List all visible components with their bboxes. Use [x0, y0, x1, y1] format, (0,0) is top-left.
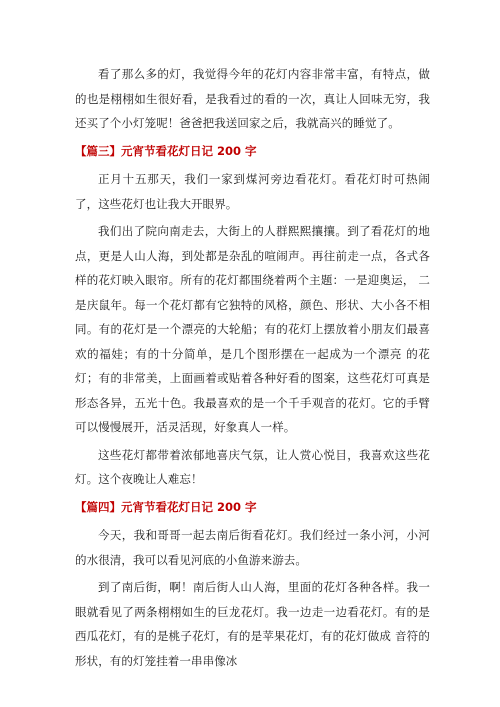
paragraph: 看了那么多的灯，我觉得今年的花灯内容非常丰富，有特点，做的也是栩栩如生很好看，是我看过的看的一次，真让人回味无穷，我还买了个小灯笼呢！爸爸把我送回家之后，我就高兴的睡觉了。 — [75, 67, 430, 130]
paragraph: 到了南后街，啊！南后街人山人海，里面的花灯各种各样。我一眼就看见了两条栩栩如生的巨龙花灯。我一边走一边看花灯。有的是西瓜花灯，有的是桃子花灯，有的是苹果花灯，有的花灯做成 音符的形状，有的灯笼挂着一串串像冰 — [75, 580, 430, 668]
paragraph: 这些花灯都带着浓郁地喜庆气氛，让人赏心悦目，我喜欢这些花灯。这个夜晚让人难忘！ — [75, 447, 430, 486]
paragraph: 我们出了院向南走去，大街上的人群熙熙攘攘。到了看花灯的地点，更是人山人海，到处都是杂乱的喧闹声。再往前走一点，各式各样的花灯映入眼帘。所有的花灯都围绕着两个主题：一是迎奥运， 二是庆鼠年。每一个花灯都有它独特的风格，颜色、形状、大小各不相同。有的花灯是一个漂亮的大轮船；有的花灯上摆放着小朋友们最喜欢的福娃；有的十分简单，是几个图形摆在一起成为一个漂亮 的花灯；有的非常美，上面画着或贴着各种好看的图案，这些花灯可真是形态各异，五光十色。我最喜欢的是一个千手观音的花灯。它的手臂可以慢慢展开，活灵活现，好象真人一样。 — [75, 224, 430, 434]
section-heading: 【篇四】元宵节看花灯日记 200 字 — [75, 499, 257, 514]
paragraph: 今天，我和哥哥一起去南后街看花灯。我们经过一条小河，小河的水很清，我可以看见河底的小鱼游来游去。 — [75, 528, 430, 567]
paragraph: 正月十五那天，我们一家到煤河旁边看花灯。看花灯时可热闹了，这些花灯也让我大开眼界。 — [75, 172, 430, 211]
document-body — [75, 62, 430, 676]
section-heading: 【篇三】元宵节看花灯日记 200 字 — [75, 143, 257, 158]
